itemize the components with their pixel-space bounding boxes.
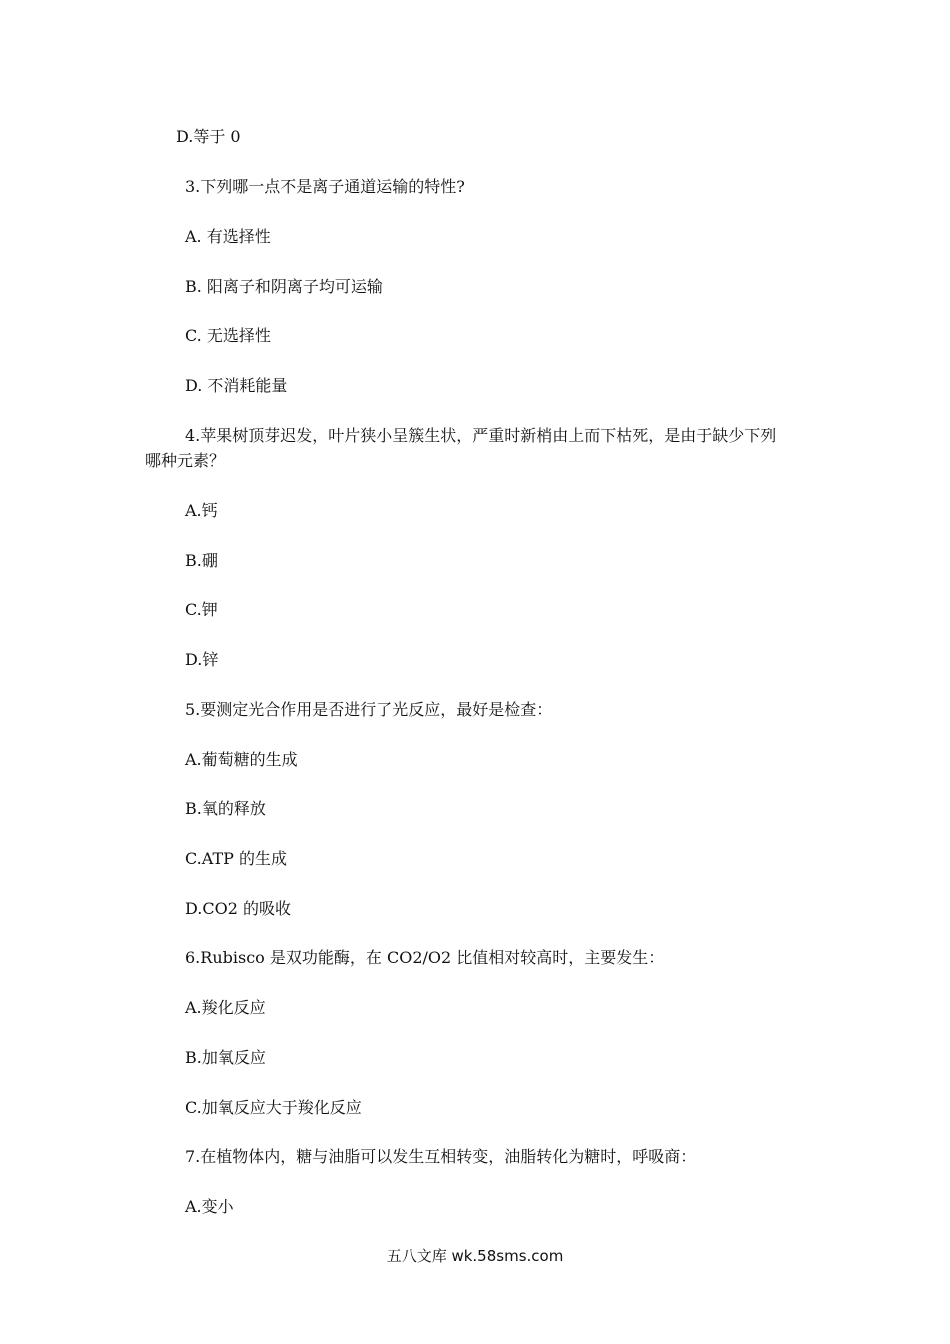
option-text: D.等于 0 [176,127,241,146]
option-text: B. 阳离子和阴离子均可运输 [185,277,383,296]
question-text: 3.下列哪一点不是离子通道运输的特性? [185,177,465,196]
question-text: 4.苹果树顶芽迟发，叶片狭小呈簇生状，严重时新梢由上而下枯死，是由于缺少下列 [185,426,777,445]
option-text: A.葡萄糖的生成 [185,750,298,769]
question-text: 5.要测定光合作用是否进行了光反应，最好是检查： [185,700,553,719]
option-text: B.硼 [185,551,218,570]
option-text: B.氧的释放 [185,799,266,818]
option-text: C.钾 [185,600,218,619]
option-text: A.羧化反应 [185,998,266,1017]
option-text: C. 无选择性 [185,326,271,345]
option-text: A.变小 [185,1197,234,1216]
option-text: D.锌 [185,650,219,669]
page-footer: 五八文库 wk.58sms.com [386,1247,564,1265]
question-text-continued: 哪种元素？ [145,451,226,470]
option-text: D.CO2 的吸收 [185,899,291,918]
option-text: D. 不消耗能量 [185,376,288,395]
option-text: C.ATP 的生成 [185,849,287,868]
option-text: A. 有选择性 [185,227,271,246]
question-text: 6.Rubisco 是双功能酶，在 CO2/O2 比值相对较高时，主要发生： [185,948,665,967]
option-text: C.加氧反应大于羧化反应 [185,1098,362,1117]
option-text: A.钙 [185,501,218,520]
option-text: B.加氧反应 [185,1048,266,1067]
question-text: 7.在植物体内，糖与油脂可以发生互相转变，油脂转化为糖时，呼吸商： [185,1147,697,1166]
